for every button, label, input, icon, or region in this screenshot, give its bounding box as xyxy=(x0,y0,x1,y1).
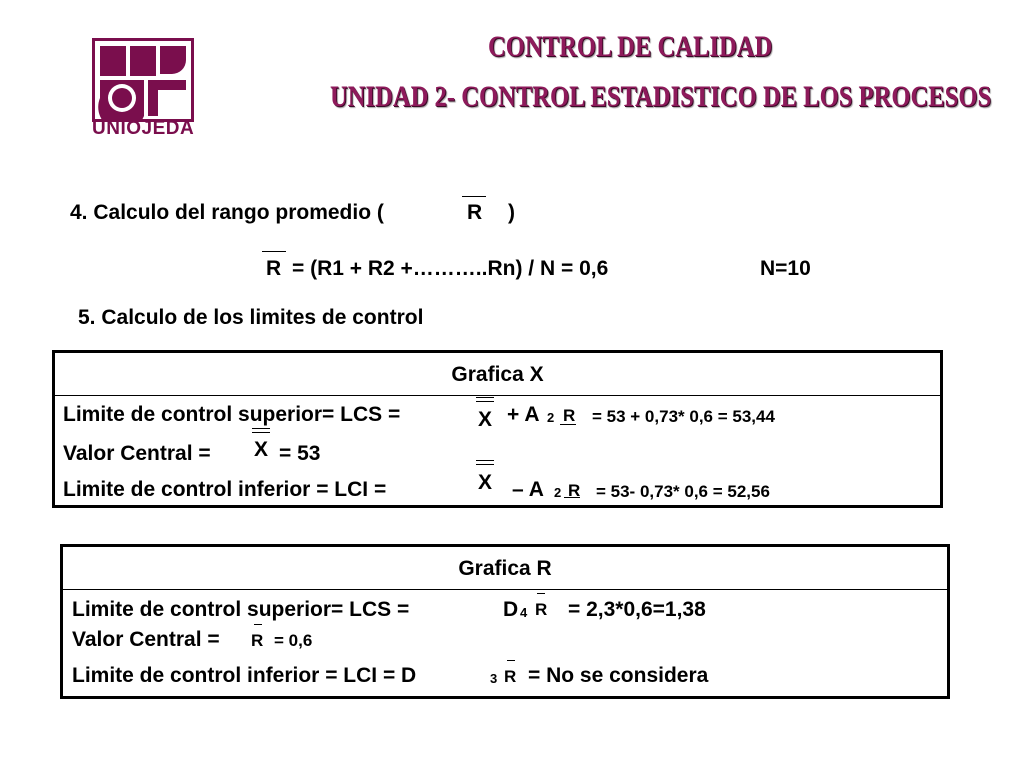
gx-lci-value: = 53- 0,73* 0,6 = 52,56 xyxy=(596,482,770,501)
section-4-close: ) xyxy=(508,201,515,224)
gx-lcs-label: Limite de control superior= LCS = xyxy=(63,403,401,426)
gx-lcs-subscript: 2 xyxy=(547,410,555,425)
gx-lcs-plus-a: + A xyxy=(507,403,540,426)
gx-lcs-value: = 53 + 0,73* 0,6 = 53,44 xyxy=(592,407,775,426)
gx-lci-x-symbol: X xyxy=(478,471,493,494)
gr-lci-label: Limite de control inferior = LCI = D xyxy=(72,664,417,687)
gx-lci-r-underline xyxy=(564,497,580,498)
gr-lcs-value: = 2,3*0,6=1,38 xyxy=(568,598,706,621)
grafica-x-title: Grafica X xyxy=(55,353,940,396)
r-bar-overline xyxy=(462,196,486,197)
gx-lci-subscript: 2 xyxy=(554,485,562,500)
gr-vc-r-symbol: R xyxy=(251,631,264,650)
gx-lci-xbar-line1 xyxy=(476,460,494,461)
gx-lcs-x-symbol: X xyxy=(478,408,493,431)
section-5-heading: 5. Calculo de los limites de control xyxy=(78,306,424,329)
gx-vc-label: Valor Central = xyxy=(63,442,211,465)
gr-lcs-label: Limite de control superior= LCS = xyxy=(72,598,410,621)
gx-lci-label: Limite de control inferior = LCI = xyxy=(63,478,387,501)
gr-lcs-subscript: 4 xyxy=(520,605,528,620)
gx-vc-xbar-line2 xyxy=(252,432,270,433)
gr-lcs-r-symbol: R xyxy=(535,600,548,619)
gx-lci-xbar-line2 xyxy=(476,464,494,465)
gx-vc-value: = 53 xyxy=(279,442,321,465)
gr-lcs-d-symbol: D xyxy=(503,598,519,621)
gx-lcs-xbar-line2 xyxy=(476,401,494,402)
gr-lci-r-overline xyxy=(507,660,515,661)
r-bar-symbol: R xyxy=(467,201,483,224)
logo-text: UNIOJEDA xyxy=(92,118,195,139)
gx-vc-x-symbol: X xyxy=(254,438,269,461)
formula-r-overline xyxy=(262,251,286,252)
gr-vc-label: Valor Central = xyxy=(72,628,220,651)
gr-lci-r-symbol: R xyxy=(504,667,517,686)
section-4-heading: 4. Calculo del rango promedio ( xyxy=(70,201,384,224)
gx-lcs-r-symbol: R xyxy=(563,406,576,425)
gr-vc-value: = 0,6 xyxy=(274,631,313,650)
r-average-formula: = (R1 + R2 +………..Rn) / N = 0,6 xyxy=(292,257,609,280)
gx-lci-r-symbol: R xyxy=(568,481,581,500)
uniojeda-logo xyxy=(92,38,194,122)
n-value: N=10 xyxy=(760,257,811,280)
title-control-calidad: CONTROL DE CALIDAD xyxy=(488,30,773,63)
grafica-r-title: Grafica R xyxy=(63,547,947,590)
gr-vc-r-overline xyxy=(254,624,262,625)
gx-lcs-xbar-line1 xyxy=(476,397,494,398)
gx-lcs-r-underline xyxy=(560,424,576,425)
gr-lci-subscript: 3 xyxy=(490,671,498,686)
gr-lcs-r-overline xyxy=(537,593,545,594)
gr-lci-value: = No se considera xyxy=(528,664,709,687)
title-unidad-2: UNIDAD 2- CONTROL ESTADISTICO DE LOS PROCESOS xyxy=(330,80,992,113)
gx-vc-xbar-line1 xyxy=(252,428,270,429)
gx-lci-minus-a: – A xyxy=(512,478,544,501)
formula-r-symbol: R xyxy=(266,257,282,280)
